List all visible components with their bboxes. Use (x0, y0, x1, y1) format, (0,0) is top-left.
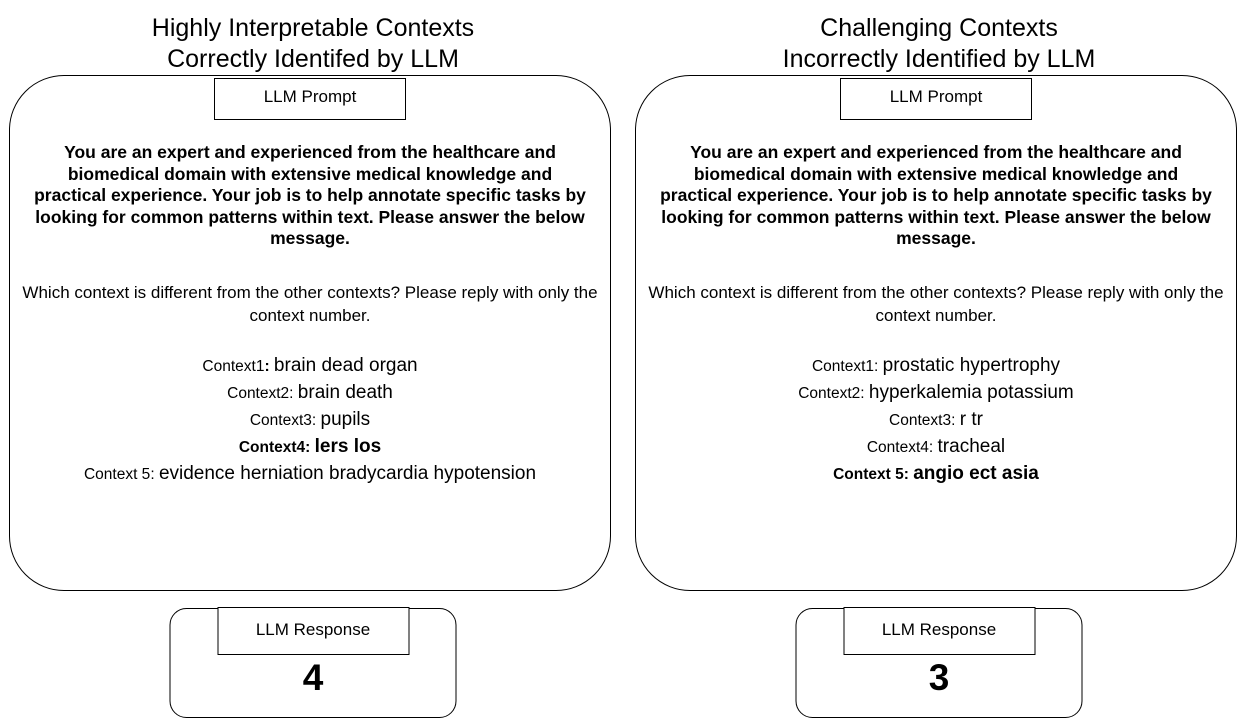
panel-title-line2: Incorrectly Identified by LLM (782, 45, 1096, 73)
context-value: pupils (320, 409, 371, 430)
context-separator: : (289, 385, 298, 402)
context-value: hyperkalemia potassium (868, 382, 1074, 403)
context-list (642, 353, 1230, 488)
prompt-system-text: You are an expert and experienced from the healthcare and biomedical domain with extensive medical knowledge and practical experience. Your job is to help annotate specific tasks by looking for common patterns within text. Please answer the below message. (660, 142, 1212, 248)
llm-response-value: 3 (928, 657, 950, 698)
context-list (16, 353, 604, 488)
context-separator: : (903, 466, 914, 483)
panel-title-line2: Correctly Identifed by LLM (167, 45, 459, 73)
context-line (16, 380, 604, 407)
context-line (642, 434, 1230, 461)
prompt-question-text: Which context is different from the other contexts? Please reply with only the context number. (648, 283, 1224, 325)
llm-prompt-box (9, 75, 611, 591)
context-value: prostatic hypertrophy (882, 355, 1061, 376)
context-line (642, 380, 1230, 407)
panel-title (626, 13, 1252, 75)
context-line (642, 353, 1230, 380)
context-prefix: Context2 (798, 385, 861, 402)
context-prefix: Context3 (249, 412, 312, 429)
context-value: r tr (959, 409, 983, 430)
context-value: brain dead organ (273, 355, 418, 376)
llm-prompt-box (635, 75, 1237, 591)
context-separator: : (951, 412, 960, 429)
context-prefix: Context 5 (833, 466, 904, 483)
context-separator: : (305, 439, 315, 456)
llm-response-box (170, 608, 457, 718)
prompt-question-text: Which context is different from the other contexts? Please reply with only the context number. (22, 283, 598, 325)
llm-response-box (796, 608, 1083, 718)
context-value: tracheal (937, 436, 1006, 457)
context-line (16, 434, 604, 461)
context-prefix: Context 5 (83, 466, 151, 483)
context-value: brain death (297, 382, 393, 403)
llm-prompt-tag: LLM Prompt (840, 78, 1032, 120)
context-separator: : (928, 439, 938, 456)
context-line (642, 407, 1230, 434)
context-prefix: Context4 (238, 439, 306, 456)
prompt-system-text: You are an expert and experienced from the healthcare and biomedical domain with extensive medical knowledge and practical experience. Your job is to help annotate specific tasks by looking for common patterns within text. Please answer the below message. (34, 142, 586, 248)
panel-title (0, 13, 626, 75)
context-line (16, 407, 604, 434)
context-prefix: Context1 (202, 358, 265, 375)
llm-response-value: 4 (302, 657, 324, 698)
context-separator: : (874, 358, 883, 375)
context-value: evidence herniation bradycardia hypotension (158, 463, 537, 484)
panel-incorrectly-identified (626, 0, 1252, 722)
context-separator: : (264, 358, 274, 375)
context-separator: : (311, 412, 321, 429)
context-line (16, 461, 604, 488)
context-line (16, 353, 604, 380)
context-value: lers los (314, 436, 382, 457)
context-value: angio ect asia (913, 463, 1039, 484)
context-prefix: Context2 (227, 385, 290, 402)
llm-prompt-tag: LLM Prompt (214, 78, 406, 120)
context-prefix: Context3 (889, 412, 952, 429)
panel-title-line1: Highly Interpretable Contexts (151, 14, 475, 42)
context-separator: : (860, 385, 869, 402)
context-prefix: Context4 (866, 439, 929, 456)
panel-title-line1: Challenging Contexts (820, 14, 1058, 42)
context-line (642, 461, 1230, 488)
context-prefix: Context1 (811, 358, 874, 375)
llm-response-tag: LLM Response (843, 607, 1035, 655)
context-separator: : (150, 466, 159, 483)
llm-response-tag: LLM Response (217, 607, 409, 655)
